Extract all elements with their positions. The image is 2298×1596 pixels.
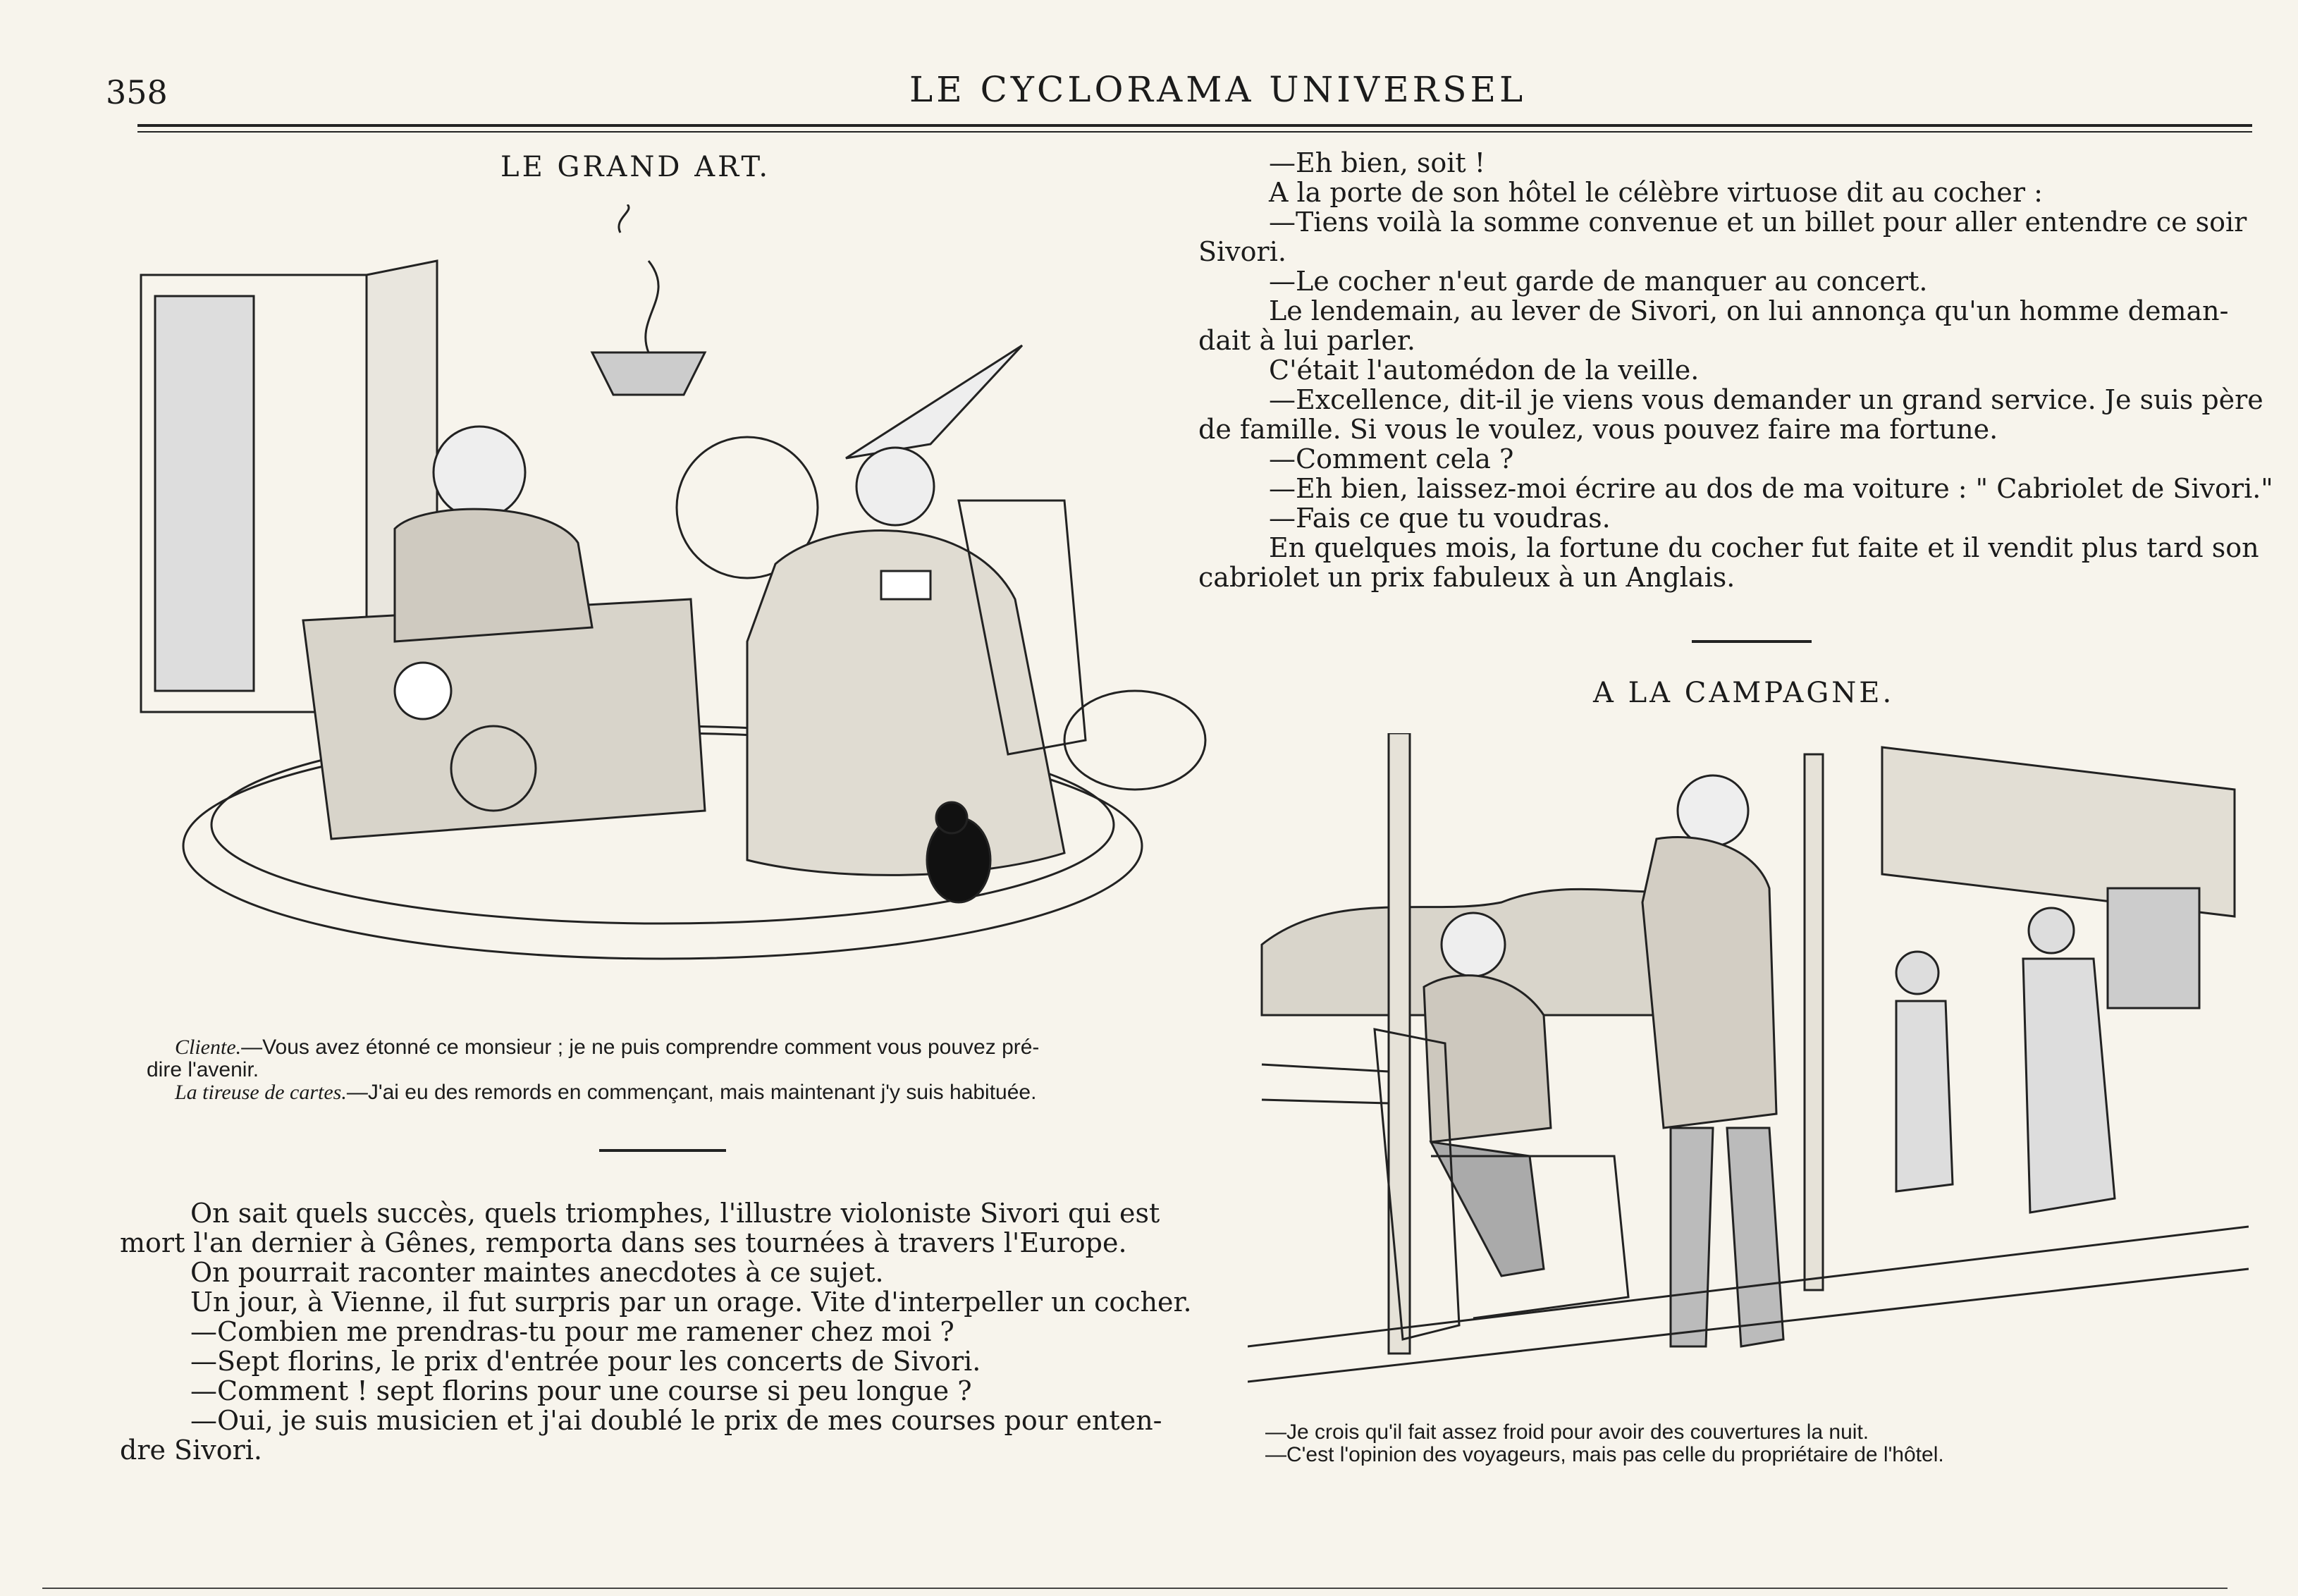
separator-rule	[1692, 640, 1812, 643]
story-line: —Comment ! sept florins pour une course si peu longue ?	[190, 1375, 972, 1406]
story-line: —Combien me prendras-tu pour me ramener chez moi ?	[190, 1316, 954, 1347]
story-line: On sait quels succès, quels triomphes, l'illustre violoniste Sivori qui est	[190, 1198, 1160, 1229]
header-rule-thin	[137, 131, 2252, 133]
section-title-le-grand-art: LE GRAND ART.	[500, 151, 771, 183]
caption-line: —Je crois qu'il fait assez froid pour avoir des couvertures la nuit.	[1265, 1420, 1869, 1444]
story-line: Sivori.	[1198, 236, 1286, 267]
page-number: 358	[106, 73, 168, 111]
caption-line: dire l'avenir.	[147, 1058, 259, 1081]
section-title-a-la-campagne: A LA CAMPAGNE.	[1593, 677, 1895, 709]
bottom-rule	[42, 1588, 2228, 1589]
story-line: —Excellence, dit-il je viens vous demander un grand service. Je suis père	[1269, 384, 2263, 415]
story-line: —Oui, je suis musicien et j'ai doublé le prix de mes courses pour enten-	[190, 1405, 1162, 1436]
story-line: —Eh bien, laissez-moi écrire au dos de ma voiture : " Cabriolet de Sivori."	[1269, 473, 2273, 504]
caption-le-grand-art	[147, 1036, 1218, 1104]
story-line: de famille. Si vous le voulez, vous pouvez faire ma fortune.	[1198, 414, 1998, 445]
separator-rule	[599, 1149, 726, 1152]
story-line: Un jour, à Vienne, il fut surpris par un orage. Vite d'interpeller un cocher.	[190, 1287, 1192, 1318]
fortune-teller-illustration	[127, 204, 1227, 980]
story-line: mort l'an dernier à Gênes, remporta dans ses tournées à travers l'Europe.	[120, 1227, 1127, 1258]
masthead-title: LE CYCLORAMA UNIVERSEL	[909, 69, 1527, 110]
caption-speaker-tireuse: La tireuse de cartes.	[175, 1081, 347, 1104]
caption-line: —Vous avez étonné ce monsieur ; je ne puis comprendre comment vous pouvez pré-	[241, 1036, 1040, 1059]
story-right	[1198, 148, 2298, 592]
caption-speaker-cliente: Cliente.	[175, 1036, 242, 1059]
story-line: A la porte de son hôtel le célèbre virtuose dit au cocher :	[1269, 177, 2043, 208]
story-line: Le lendemain, au lever de Sivori, on lui annonça qu'un homme deman-	[1269, 295, 2229, 326]
story-line: cabriolet un prix fabuleux à un Anglais.	[1198, 562, 1735, 593]
story-line: dre Sivori.	[120, 1435, 262, 1466]
story-line: On pourrait raconter maintes anecdotes à ce sujet.	[190, 1257, 884, 1288]
story-line: —Fais ce que tu voudras.	[1269, 503, 1611, 534]
story-line: —Tiens voilà la somme convenue et un billet pour aller entendre ce soir	[1269, 207, 2247, 238]
header-rule	[137, 124, 2252, 127]
story-line: En quelques mois, la fortune du cocher fut faite et il vendit plus tard son	[1269, 532, 2259, 563]
story-line: C'était l'automédon de la veille.	[1269, 355, 1700, 386]
story-line: —Sept florins, le prix d'entrée pour les concerts de Sivori.	[190, 1346, 981, 1377]
story-line: —Le cocher n'eut garde de manquer au concert.	[1269, 266, 1928, 297]
story-line: dait à lui parler.	[1198, 325, 1415, 356]
caption-line: —C'est l'opinion des voyageurs, mais pas celle du propriétaire de l'hôtel.	[1265, 1443, 1944, 1466]
caption-line: —J'ai eu des remords en commençant, mais maintenant j'y suis habituée.	[346, 1081, 1037, 1104]
hotel-porch-illustration	[1248, 733, 2249, 1389]
caption-a-la-campagne	[1265, 1421, 2252, 1466]
story-left	[120, 1198, 1219, 1465]
story-line: —Eh bien, soit !	[1269, 147, 1486, 178]
story-line: —Comment cela ?	[1269, 443, 1514, 474]
